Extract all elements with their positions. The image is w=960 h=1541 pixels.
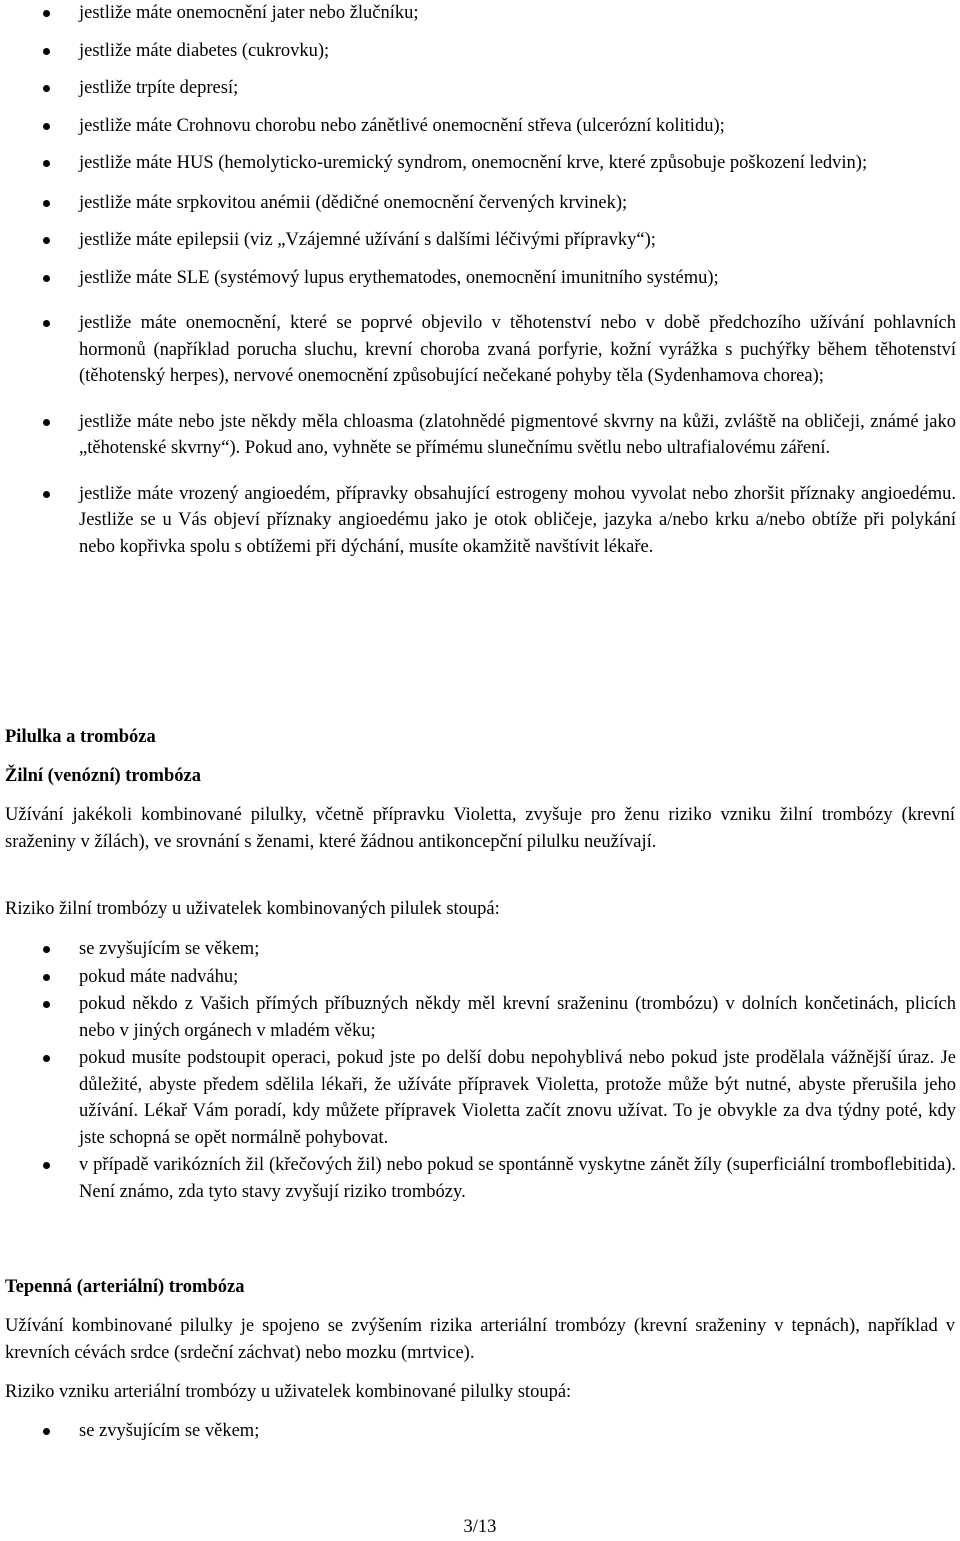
- list-item: jestliže trpíte depresí;: [0, 75, 960, 102]
- venous-risk-list: [0, 936, 960, 1206]
- list-item: jestliže máte diabetes (cukrovku);: [0, 38, 960, 65]
- list-item: jestliže máte srpkovitou anémii (dědičné onemocnění červených krvinek);: [0, 190, 960, 217]
- list-item: jestliže máte onemocnění, které se poprvé objevilo v těhotenství nebo v době předchozího užívání pohlavních hormonů (například porucha sluchu, krevní choroba zvaná porfyrie, kožní vyrážka s puchýřky během těhotenství (těhotenský herpes), nervové onemocnění způsobující nečekané pohyby těla (Sydenhamova chorea);: [0, 310, 960, 390]
- list-item: se zvyšujícím se věkem;: [0, 936, 960, 963]
- list-item: jestliže máte nebo jste někdy měla chloasma (zlatohnědé pigmentové skvrny na kůži, zvláště na obličeji, známé jako „těhotenské skvrny“). Pokud ano, vyhněte se přímému slunečnímu světlu nebo ultrafialovému záření.: [0, 409, 960, 462]
- list-item: pokud musíte podstoupit operaci, pokud jste po delší dobu nepohyblivá nebo pokud jste prodělala vážnější úraz. Je důležité, abyste předem sdělila lékaři, že užíváte přípravek Violetta, protože může být nutné, abyste přerušila jeho užívání. Lékař Vám poradí, kdy můžete přípravek Violetta začít znovu užívat. To je obvykle za dva týdny poté, kdy jste schopná se opět normálně pohybovat.: [0, 1045, 960, 1151]
- list-item: jestliže máte vrozený angioedém, přípravky obsahující estrogeny mohou vyvolat nebo zhoršit příznaky angioedému. Jestliže se u Vás objeví příznaky angioedému jako je otok obličeje, jazyka a/nebo krku a/nebo obtíže při polykání nebo kopřivka spolu s obtížemi při dýchání, musíte okamžitě navštívit lékaře.: [0, 481, 960, 561]
- list-item: jestliže máte onemocnění jater nebo žlučníku;: [0, 0, 960, 27]
- paragraph-arterial-intro: Užívání kombinované pilulky je spojeno se zvýšením rizika arteriální trombózy (krevní sraženiny v tepnách), například v krevních cévách srdce (srdeční záchvat) nebo mozku (mrtvice).: [5, 1316, 955, 1363]
- list-item: v případě varikózních žil (křečových žil) nebo pokud se spontánně vyskytne zánět žíly (superficiální tromboflebitida). Není známo, zda tyto stavy zvyšují riziko trombózy.: [0, 1152, 960, 1205]
- list-item: jestliže máte HUS (hemolyticko-uremický syndrom, onemocnění krve, které způsobuje poškození ledvin);: [0, 150, 960, 177]
- paragraph-arterial-risk: Riziko vzniku arteriální trombózy u uživatelek kombinované pilulky stoupá:: [5, 1382, 572, 1402]
- paragraph-venous-risk: Riziko žilní trombózy u uživatelek kombinovaných pilulek stoupá:: [5, 899, 500, 919]
- list-item: se zvyšujícím se věkem;: [0, 1418, 960, 1445]
- section-heading-pill-thrombosis: Pilulka a trombóza: [5, 727, 156, 747]
- paragraph-venous-intro: Užívání jakékoli kombinované pilulky, včetně přípravku Violetta, zvyšuje pro ženu riziko vzniku žilní trombózy (krevní sraženiny v žílách), ve srovnání s ženami, které žádnou antikoncepční pilulku neužívají.: [5, 805, 955, 852]
- list-item: jestliže máte epilepsii (viz „Vzájemné užívání s dalšími léčivými přípravky“);: [0, 227, 960, 254]
- section-heading-venous-thrombosis: Žilní (venózní) trombóza: [5, 766, 201, 786]
- list-item: jestliže máte SLE (systémový lupus erythematodes, onemocnění imunitního systému);: [0, 265, 960, 292]
- section-heading-arterial-thrombosis: Tepenná (arteriální) trombóza: [5, 1277, 245, 1297]
- list-item: jestliže máte Crohnovu chorobu nebo zánětlivé onemocnění střeva (ulcerózní kolitidu);: [0, 113, 960, 140]
- list-item: pokud někdo z Vašich přímých příbuzných někdy měl krevní sraženinu (trombózu) v dolních končetinách, plicích nebo v jiných orgánech v mladém věku;: [0, 991, 960, 1044]
- arterial-risk-list: [0, 1418, 960, 1445]
- list-item: pokud máte nadváhu;: [0, 964, 960, 991]
- contraindication-list: [0, 0, 960, 573]
- page-number: 3/13: [463, 1517, 497, 1537]
